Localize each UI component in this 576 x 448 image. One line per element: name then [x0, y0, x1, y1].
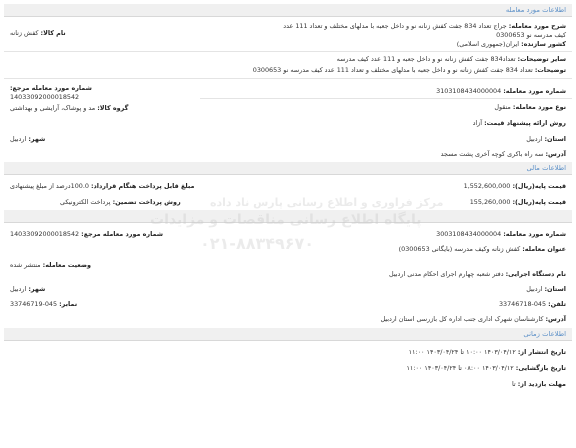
seller-city [10, 285, 45, 293]
seller-deal-number-label: شماره مورد معامله: [503, 230, 566, 238]
section-header-timing: اطلاعات زمانی [4, 328, 572, 341]
executive-org [389, 270, 566, 278]
reference-number-label: شماره مورد معامله مرجع: [10, 84, 92, 92]
publish-date-label: تاریخ انتشار از: [517, 348, 566, 356]
seller-phone-label: تلفن: [548, 300, 566, 308]
visit-deadline [512, 380, 566, 388]
province-value: اردبیل [526, 135, 543, 143]
seller-deal-number [436, 230, 566, 238]
notes-label: توضیحات: [534, 66, 566, 74]
deal-status [10, 261, 91, 269]
seller-reference-label: شماره مورد معامله مرجع: [81, 230, 164, 238]
watermark-line3: مرکز فراوری و اطلاع رسانی پارس ناد داده [210, 196, 444, 209]
seller-deal-number-value: 3003108434000004 [436, 230, 502, 238]
seller-phone [499, 300, 566, 308]
guarantee-method-value: پرداخت الکترونیکی [60, 198, 111, 206]
city-value: اردبیل [10, 135, 27, 143]
guarantee-method [60, 198, 181, 206]
base-price-label: قیمت پایه(ریال): [512, 182, 566, 190]
product-name [10, 29, 66, 37]
watermark-line2: ۰۲۱-۸۸۳۴۹۶۷۰ [200, 234, 315, 253]
province [526, 135, 566, 143]
base-price-guarantee-value: 155,260,000 [469, 198, 511, 206]
reference-number-text: 14033092000018542 [10, 93, 80, 101]
other-description-value: تعداد834 جفت کفش زنانه نو و داخل جعبه و 111 عدد کیف مدرسه [336, 55, 516, 63]
seller-fax [10, 300, 77, 308]
notes [253, 66, 566, 74]
seller-province-label: استان: [544, 285, 566, 293]
reference-number-value [10, 93, 79, 101]
seller-reference-number [10, 230, 163, 238]
divider [4, 78, 572, 79]
deal-title [399, 245, 566, 253]
section-header-financial: اطلاعات مالی [4, 162, 572, 175]
bid-method-value: آزاد [472, 119, 483, 127]
payable-value: 100.0درصد از مبلغ پیشنهادی [10, 182, 89, 190]
seller-address [380, 315, 566, 323]
seller-province [526, 285, 566, 293]
publish-date-value: ۱۴۰۳/۰۴/۱۲ ۱۰:۰۰ تا ۱۴۰۳/۰۴/۲۴ ۱۱:۰۰ [408, 348, 516, 356]
payable-label: مبلغ قابل پرداخت هنگام قرارداد: [90, 182, 195, 190]
deal-type-label: نوع مورد معامله: [512, 103, 566, 111]
deal-description [283, 22, 566, 30]
deal-status-label: وضعیت معامله: [42, 261, 91, 269]
product-group-label: گروه کالا: [97, 104, 129, 112]
reference-number [10, 84, 92, 92]
watermark-line1: پایگاه اطلاع رسانی مناقصات و مزایدات [150, 212, 422, 228]
base-price-guarantee-label: قیمت پایه(ریال): [512, 198, 566, 206]
executive-org-value: دفتر شعبه چهارم اجرای احکام مدنی اردبیل [389, 270, 504, 278]
divider [4, 51, 572, 52]
opening-date-label: تاریخ بازگشایی: [515, 364, 566, 372]
executive-org-label: نام دستگاه اجرایی: [505, 270, 566, 278]
deal-description-value: جراج تعداد 834 جفت کفش زنانه نو و داخل جعبه با مدلهای مختلف و تعداد 111 عدد [283, 22, 507, 30]
address [441, 150, 566, 158]
opening-date [406, 364, 566, 372]
other-description-label: سایر توضیحات: [517, 55, 566, 63]
deal-type-value: منقول [494, 103, 511, 111]
deal-status-value: منتشر شده [10, 261, 41, 269]
address-value: سه راه باکری کوچه آخری پشت مسجد [440, 150, 544, 158]
seller-fax-value: 045-33746719 [10, 300, 58, 308]
seller-address-value: کارشناسان شهرک اداری جنب اداره کل بازرسی استان اردبیل [380, 315, 544, 323]
deal-number-value: 3103108434000004 [436, 87, 502, 95]
deal-description-label: شرح مورد معامله: [508, 22, 566, 30]
product-group [10, 104, 128, 112]
deal-type [494, 103, 566, 111]
visit-deadline-label: مهلت بازدید از: [517, 380, 566, 388]
base-price-value: 1,552,600,000 [463, 182, 511, 190]
deal-description-cont [496, 31, 566, 39]
base-price [464, 182, 566, 190]
bid-method [473, 119, 566, 127]
address-label: آدرس: [545, 150, 566, 158]
product-label: نام کالا: [40, 29, 66, 37]
notes-value: تعداد 834 جفت کفش زنانه نو و داخل جعبه با مدلهای مختلف و تعداد 111 عدد کیف مدرسه نو 0300653 [252, 66, 533, 74]
opening-date-value: ۱۴۰۳/۰۴/۱۲ ۰۸:۰۰ تا ۱۴۰۳/۰۴/۲۴ ۱۱:۰۰ [406, 364, 514, 372]
seller-address-label: آدرس: [545, 315, 566, 323]
seller-fax-label: نمابر: [59, 300, 78, 308]
seller-city-label: شهر: [28, 285, 46, 293]
deal-description-line2: کیف مدرسه نو 0300653 [496, 31, 566, 39]
seller-city-value: اردبیل [10, 285, 27, 293]
base-price-guarantee [470, 198, 566, 206]
product-group-value: مد و پوشاک، آرایشی و بهداشتی [10, 104, 96, 112]
province-label: استان: [544, 135, 566, 143]
seller-phone-value: 045-33746718 [498, 300, 547, 308]
section-header-deal-info: اطلاعات مورد معامله [4, 4, 572, 17]
deal-number-label: شماره مورد معامله: [503, 87, 566, 95]
seller-reference-value: 14033092000018542 [10, 230, 80, 238]
city-label: شهر: [28, 135, 46, 143]
payable-on-contract [10, 182, 195, 190]
deal-title-value: کفش زنانه وکیف مدرسه (بایگانی 0300653) [398, 245, 521, 253]
country-value: ایران(جمهوری اسلامی) [456, 40, 520, 48]
guarantee-method-label: روش پرداخت تضمین: [112, 198, 181, 206]
publish-date [409, 348, 566, 356]
other-description [337, 55, 566, 63]
divider [200, 98, 572, 99]
visit-deadline-value: تا [511, 380, 516, 388]
city [10, 135, 45, 143]
country-label: کشور سازنده: [521, 40, 566, 48]
deal-title-label: عنوان معامله: [522, 245, 566, 253]
bid-method-label: روش ارائه پیشنهاد قیمت: [484, 119, 566, 127]
deal-number [436, 87, 566, 95]
product-value: کفش زنانه [10, 29, 39, 37]
country [457, 40, 566, 48]
seller-province-value: اردبیل [526, 285, 543, 293]
